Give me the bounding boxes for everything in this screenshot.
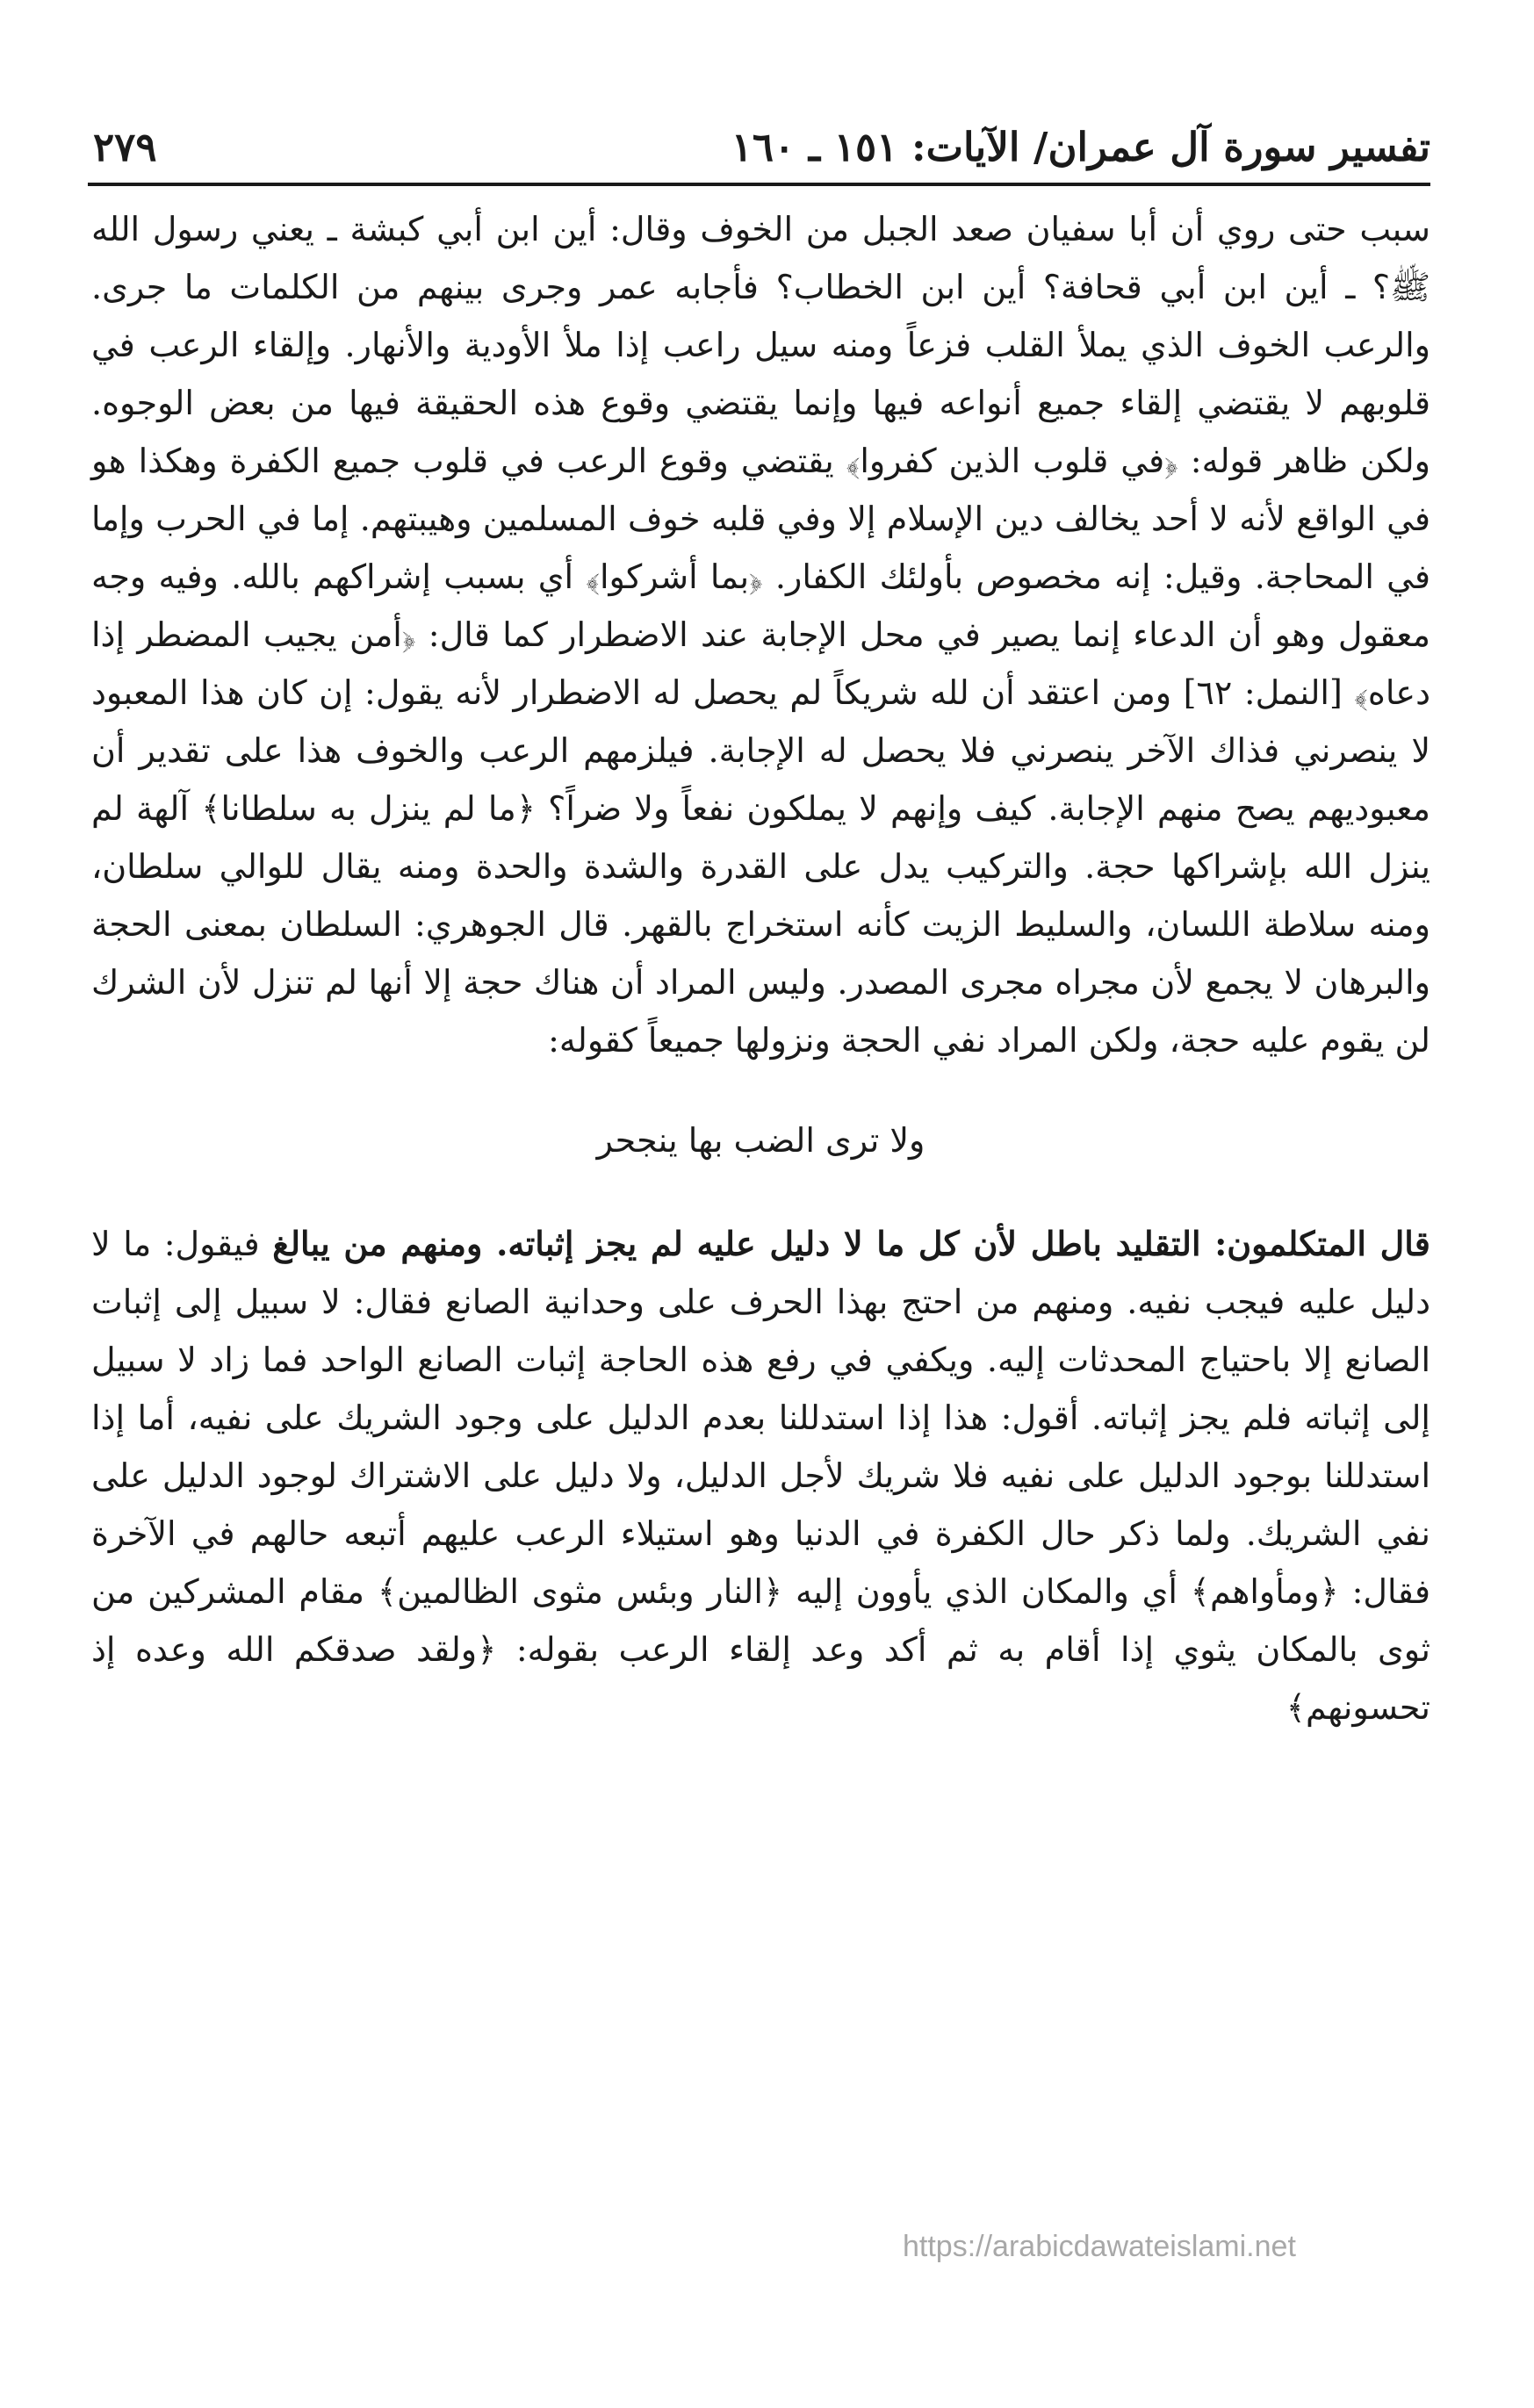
verse-line: ولا ترى الضب بها ينجحر xyxy=(596,1121,925,1160)
paragraph-2-lead: قال المتكلمون: التقليد باطل لأن كل ما لا دليل عليه لم يجز إثباته. ومنهم من يبالغ xyxy=(272,1224,1430,1263)
watermark-url: https://arabicdawateislami.net xyxy=(903,2230,1296,2263)
page-number: ٢٧٩ xyxy=(93,124,157,170)
body-text xyxy=(91,200,1430,1736)
running-header xyxy=(88,98,1430,186)
paragraph-1: سبب حتى روي أن أبا سفيان صعد الجبل من الخوف وقال: أين ابن أبي كبشة ـ يعني رسول الله ﷺ؟ ـ أين ابن أبي قحافة؟ أين ابن الخطاب؟ فأجابه عمر وجرى بينهم من الكلمات ما جرى. والرعب الخوف الذي يملأ القلب فزعاً ومنه سيل راعب إذا ملأ الأودية والأنهار. وإلقاء الرعب في قلوبهم لا يقتضي إلقاء جميع أنواعه فيها وإنما يقتضي وقوع هذه الحقيقة فيها من بعض الوجوه. ولكن ظاهر قوله: ﴿في قلوب الذين كفروا﴾ يقتضي وقوع الرعب في قلوب جميع الكفرة وهكذا هو في الواقع لأنه لا أحد يخالف دين الإسلام إلا وفي قلبه خوف المسلمين وهيبتهم. إما في الحرب وإما في المحاجة. وقيل: إنه مخصوص بأولئك الكفار. ﴿بما أشركوا﴾ أي بسبب إشراكهم بالله. وفيه وجه معقول وهو أن الدعاء إنما يصير في محل الإجابة عند الاضطرار كما قال: ﴿أمن يجيب المضطر إذا دعاه﴾ [النمل: ٦٢] ومن اعتقد أن لله شريكاً لم يحصل له الاضطرار لأنه يقول: إن كان هذا المعبود لا ينصرني فذاك الآخر ينصرني فلا يحصل له الإجابة. فيلزمهم الرعب والخوف هذا على تقدير أن معبوديهم يصح منهم الإجابة. كيف وإنهم لا يملكون نفعاً ولا ضراً؟ ﴿ما لم ينزل به سلطانا﴾ آلهة لم ينزل الله بإشراكها حجة. والتركيب يدل على القدرة والشدة والحدة ومنه يقال للوالي سلطان، ومنه سلاطة اللسان، والسليط الزيت كأنه استخراج بالقهر. قال الجوهري: السلطان بمعنى الحجة والبرهان لا يجمع لأن مجراه مجرى المصدر. وليس المراد أن هناك حجة إلا أنها لم تنزل لأن الشرك لن يقوم عليه حجة، ولكن المراد نفي الحجة ونزولها جميعاً كقوله: xyxy=(91,210,1430,1060)
paragraph-2-text: فيقول: ما لا دليل عليه فيجب نفيه. ومنهم من احتج بهذا الحرف على وحدانية الصانع فقال: لا سبيل إلى إثبات الصانع إلا باحتياج المحدثات إليه. ويكفي في رفع هذه الحاجة إثبات الصانع الواحد فما زاد لا سبيل إلى إثباته فلم يجز إثباته. أقول: هذا إذا استدللنا بعدم الدليل على وجود الشريك على نفيه، أما إذا استدللنا بوجود الدليل على نفيه فلا شريك لأجل الدليل، ولا دليل على الاشتراك لوجود الدليل على نفي الشريك. ولما ذكر حال الكفرة في الدنيا وهو استيلاء الرعب عليهم أتبعه حالهم في الآخرة فقال: ﴿ومأواهم﴾ أي والمكان الذي يأوون إليه ﴿النار وبئس مثوى الظالمين﴾ مقام المشركين من ثوى بالمكان يثوي إذا أقام به ثم أكد وعد إلقاء الرعب بقوله: ﴿ولقد صدقكم الله وعده إذ تحسونهم﴾ xyxy=(91,1225,1431,1727)
paragraph-2 xyxy=(91,1215,1430,1736)
running-header-title: تفسير سورة آل عمران/ الآيات: ١٥١ ـ ١٦٠ xyxy=(731,124,1430,170)
